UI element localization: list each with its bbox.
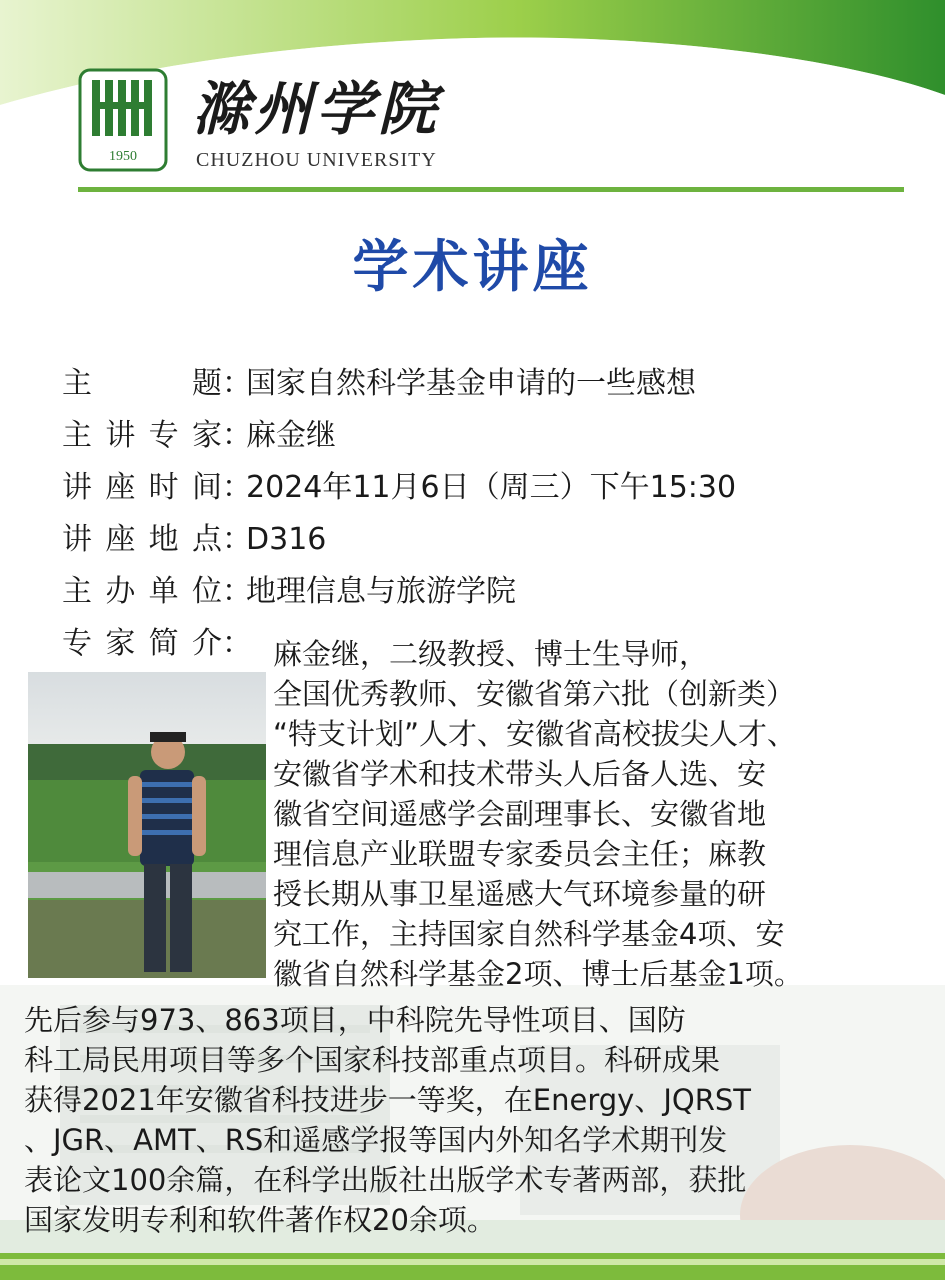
info-row-time [62,468,736,508]
info-label: 专 家 简 介 ： [62,626,252,661]
bio-line: 授长期从事卫星遥感大气环境参量的研 [273,877,767,911]
bio-line: 理信息产业联盟专家委员会主任；麻教 [273,837,767,871]
info-row-location [62,520,326,560]
bio-line: 徽省自然科学基金2项、博士后基金1项。 [273,957,803,991]
bio-line: 徽省空间遥感学会副理事长、安徽省地 [273,797,767,831]
info-label: 主 办 单 位 ： [62,574,252,609]
university-emblem-icon [78,68,168,172]
info-value-time: 2024年11月6日（周三）下午15:30 [246,470,737,505]
page-title: 学术讲座 [352,235,593,300]
info-label: 主 题 ： [62,366,252,401]
info-value-host: 地理信息与旅游学院 [246,574,516,609]
bio-line: 获得2021年安徽省科技进步一等奖，在Energy、JQRST [24,1083,751,1117]
info-row-host [62,572,516,612]
bio-line: 国家发明专利和软件著作权20余项。 [24,1203,496,1237]
bio-line: 究工作，主持国家自然科学基金4项、安 [273,917,785,951]
bio-line: 麻金继，二级教授、博士生导师， [273,637,709,671]
info-value-location: D316 [246,522,327,557]
bio-line: 表论文100余篇，在科学出版社出版学术专著两部，获批 [24,1163,747,1197]
info-label: 主 讲 专 家 ： [62,418,252,453]
info-value-topic: 国家自然科学基金申请的一些感想 [246,366,696,401]
bio-line: 安徽省学术和技术带头人后备人选、安 [273,757,767,791]
info-value-speaker: 麻金继 [246,418,336,453]
info-label: 讲 座 时 间 ： [62,470,252,505]
emblem-year: 1950 [109,149,137,164]
university-name-cn: 滁州学院 [192,75,441,143]
info-row-topic [62,364,696,404]
bio-line: 先后参与973、863项目，中科院先导性项目、国防 [24,1003,686,1037]
bio-line: 全国优秀教师、安徽省第六批（创新类） [273,677,796,711]
bio-line: “特支计划”人才、安徽省高校拔尖人才、 [273,717,797,751]
speaker-photo [28,672,266,978]
info-label: 讲 座 地 点 ： [62,522,252,557]
bio-line: 科工局民用项目等多个国家科技部重点项目。科研成果 [24,1043,721,1077]
info-row-bio-label [62,624,252,664]
bio-line: 、JGR、AMT、RS和遥感学报等国内外知名学术期刊发 [24,1123,728,1157]
info-row-speaker [62,416,336,456]
university-name-en: CHUZHOU UNIVERSITY [196,149,437,171]
